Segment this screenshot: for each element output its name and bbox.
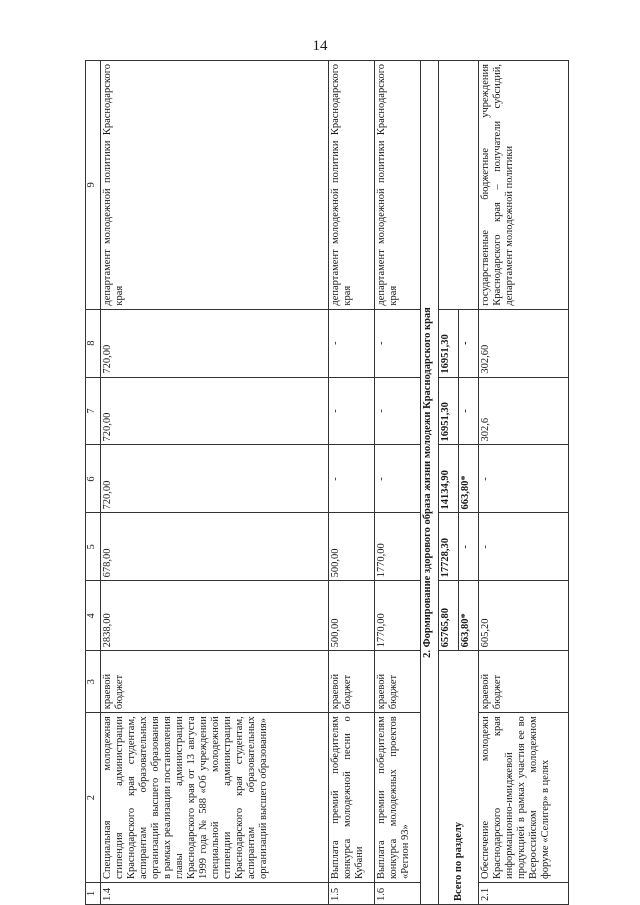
subtotal-row	[439, 61, 459, 905]
subtotal-y4: 16951,30	[439, 309, 459, 377]
section-title-row	[421, 61, 439, 905]
row-y1: -	[479, 513, 569, 581]
col-num: 1	[86, 883, 101, 905]
row-y1: 1770,00	[375, 513, 421, 581]
row-y3: -	[329, 377, 375, 445]
row-y1: 500,00	[329, 513, 375, 581]
col-num: 2	[86, 713, 101, 883]
row-name: Специальная молодежная стипендия администрации Краснодарского края студентам, аспирантам образовательных организаций высшего образования в рамках реализации постановления главы администрации Краснодарского края от 13 августа 1999 года № 588 «Об учреждении специальной молодежной стипендии администрации Краснодарского края студентам, аспирантам образовательных организаций высшего образования»	[101, 713, 329, 883]
table-container	[85, 60, 605, 905]
subtotal-total: 65765,80	[439, 581, 459, 651]
row-id: 1.6	[375, 883, 421, 905]
program-table	[85, 60, 569, 905]
table-row	[375, 61, 421, 905]
subtotal-total-2: 663,80*	[459, 581, 479, 651]
row-executor: государственные бюджетные учреждения Краснодарского края – получатели субсидий, департамент молодежной политики	[479, 61, 569, 310]
column-number-row	[86, 61, 101, 905]
row-y4: -	[375, 309, 421, 377]
col-num: 6	[86, 445, 101, 513]
col-num: 5	[86, 513, 101, 581]
row-source: краевой бюджет	[329, 651, 375, 713]
subtotal-y2: 14134,90	[439, 445, 459, 513]
table-row	[101, 61, 329, 905]
row-total: 2838,00	[101, 581, 329, 651]
row-executor: департамент молодежной политики Краснодарского края	[101, 61, 329, 310]
row-id: 1.5	[329, 883, 375, 905]
subtotal-label: Всего по разделу	[439, 651, 479, 905]
table-row	[479, 61, 569, 905]
row-y1: 678,00	[101, 513, 329, 581]
subtotal-y2-2: 663,80*	[459, 445, 479, 513]
table-row	[329, 61, 375, 905]
row-y2: 720,00	[101, 445, 329, 513]
row-name: Обеспечение молодежи Краснодарского края информационно-имиджевой продукцией в рамках участия ее во Всероссийском молодежном форуме «Селигер» в целях	[479, 713, 569, 883]
row-source: краевой бюджет	[479, 651, 569, 713]
row-y2: -	[375, 445, 421, 513]
row-y3: 720,00	[101, 377, 329, 445]
row-y3: -	[375, 377, 421, 445]
row-y4: 720,00	[101, 309, 329, 377]
row-total: 605,20	[479, 581, 569, 651]
row-source: краевой бюджет	[101, 651, 329, 713]
subtotal-y1: 17728,30	[439, 513, 459, 581]
col-num: 9	[86, 61, 101, 310]
subtotal-y1-2: -	[459, 513, 479, 581]
section-title: 2. Формирование здорового образа жизни молодежи Краснодарского края	[421, 61, 439, 905]
col-num: 3	[86, 651, 101, 713]
row-id: 1.4	[101, 883, 329, 905]
col-num: 8	[86, 309, 101, 377]
row-executor: департамент молодежной политики Краснодарского края	[329, 61, 375, 310]
col-num: 7	[86, 377, 101, 445]
subtotal-y3-2: -	[459, 377, 479, 445]
row-total: 500,00	[329, 581, 375, 651]
row-source: краевой бюджет	[375, 651, 421, 713]
row-y4: -	[329, 309, 375, 377]
row-y2: -	[479, 445, 569, 513]
row-y2: -	[329, 445, 375, 513]
row-name: Выплата премии победителям конкурса молодежных проектов «Регион 93»	[375, 713, 421, 883]
page-number: 14	[312, 38, 328, 54]
subtotal-empty	[439, 61, 479, 310]
row-total: 1770,00	[375, 581, 421, 651]
row-y4: 302,60	[479, 309, 569, 377]
subtotal-y3: 16951,30	[439, 377, 459, 445]
row-executor: департамент молодежной политики Краснодарского края	[375, 61, 421, 310]
row-y3: 302,6	[479, 377, 569, 445]
row-name: Выплата премий победителям конкурса молодежной песни о Кубани	[329, 713, 375, 883]
row-id: 2.1	[479, 883, 569, 905]
col-num: 4	[86, 581, 101, 651]
subtotal-y4-2: -	[459, 309, 479, 377]
